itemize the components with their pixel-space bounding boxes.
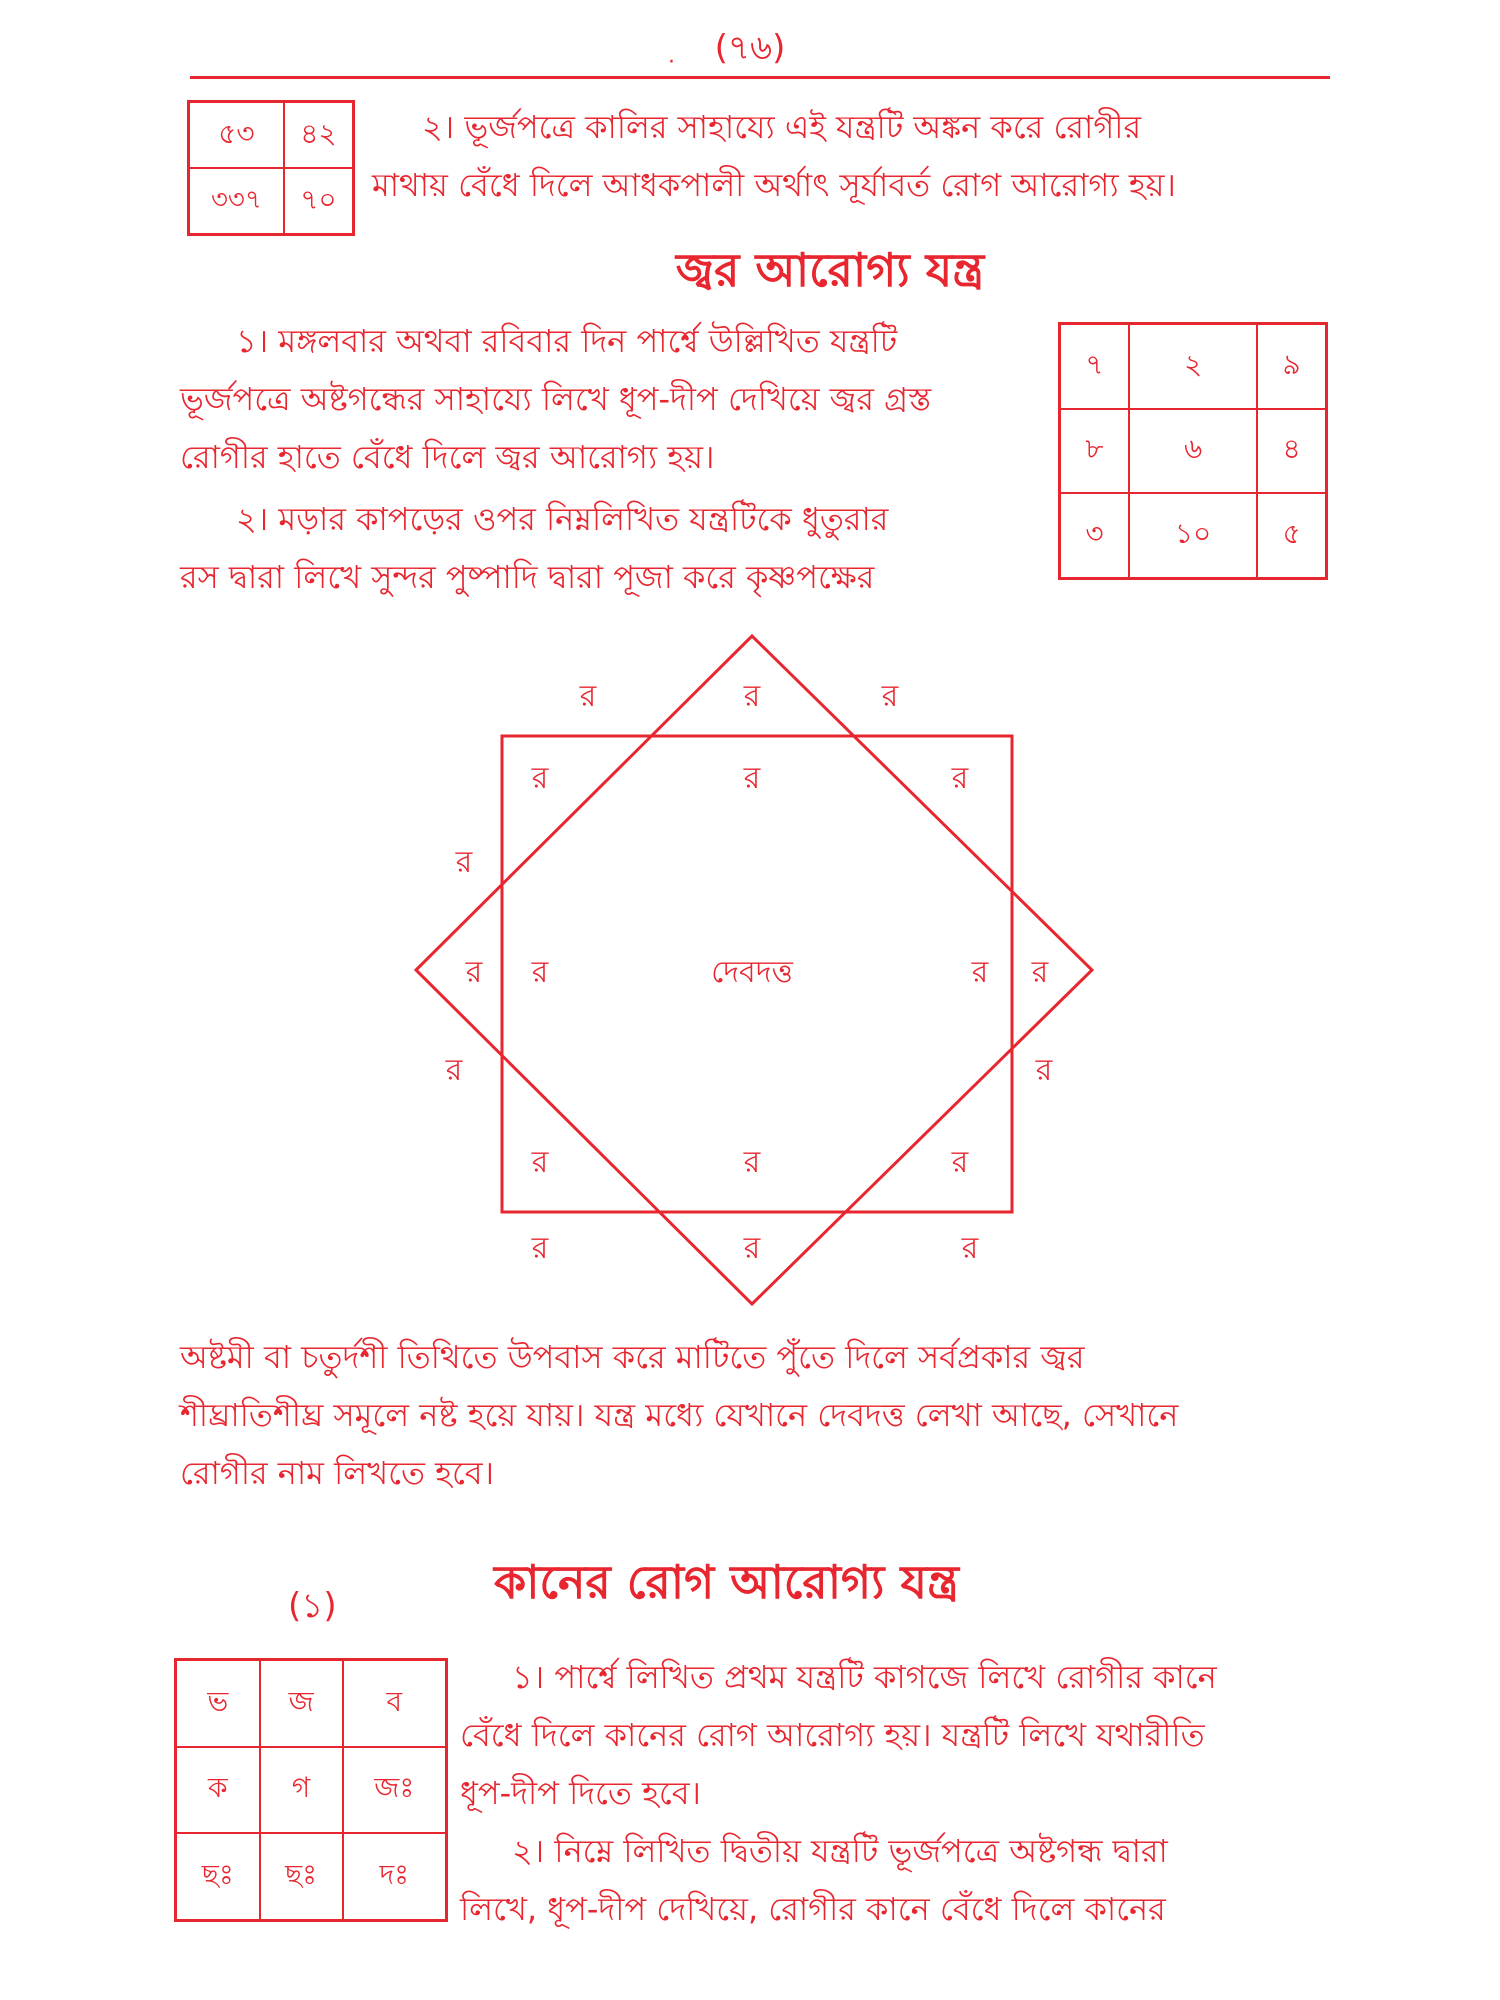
grid-cell: ৪২ (284, 102, 354, 169)
page-number: (৭৬) (714, 28, 786, 68)
paragraph-line: রোগীর নাম লিখতে হবে। (180, 1454, 495, 1492)
grid-3x3-ear (174, 1658, 448, 1922)
paragraph-line: মাথায় বেঁধে দিলে আধকপালী অর্থাৎ সূর্যাবর্ত রোগ আরোগ্য হয়। (372, 166, 1176, 204)
yantra-letter: র (1035, 1053, 1053, 1088)
yantra-letter: র (531, 761, 549, 796)
yantra-letter: র (971, 955, 989, 990)
paragraph-line: লিখে, ধূপ-দীপ দেখিয়ে, রোগীর কানে বেঁধে দিলে কানের (460, 1890, 1166, 1928)
grid-cell: জঃ (343, 1747, 447, 1833)
ear-paragraph-1 (460, 1648, 1330, 1822)
grid-cell: ৯ (1257, 324, 1326, 409)
yantra-letter: র (951, 1145, 969, 1180)
paragraph-line: ধূপ-দীপ দিতে হবে। (460, 1774, 701, 1812)
grid-cell: ৫ (1257, 493, 1326, 578)
grid-cell: ক (176, 1747, 260, 1833)
yantra-letter: র (743, 1231, 761, 1266)
paragraph-line: ভূর্জপত্রে অষ্টগন্ধের সাহায্যে লিখে ধূপ-দীপ দেখিয়ে জ্বর গ্রস্ত (180, 380, 932, 418)
paragraph-line: রোগীর হাতে বেঁধে দিলে জ্বর আরোগ্য হয়। (180, 438, 715, 476)
grid-cell: ভ (176, 1660, 260, 1747)
grid-cell: ৩ (1060, 493, 1129, 578)
ear-label: (১) (288, 1586, 337, 1626)
yantra-letter: র (743, 761, 761, 796)
grid-cell: ছঃ (260, 1833, 343, 1920)
yantra-letter: র (1031, 955, 1049, 990)
grid-cell: ১০ (1129, 493, 1257, 578)
yantra-letter: র (465, 955, 483, 990)
yantra-letter: র (951, 761, 969, 796)
grid-cell: দঃ (343, 1833, 447, 1920)
paragraph-line: ১। পার্শ্বে লিখিত প্রথম যন্ত্রটি কাগজে লিখে রোগীর কানে (512, 1658, 1217, 1696)
fever-paragraph-3 (180, 1328, 1330, 1502)
paragraph-line: অষ্টমী বা চতুর্দশী তিথিতে উপবাস করে মাটিতে পুঁতে দিলে সর্বপ্রকার জ্বর (180, 1338, 1085, 1376)
yantra-letter: র (881, 679, 899, 714)
paragraph-line: রস দ্বারা লিখে সুন্দর পুষ্পাদি দ্বারা পূজা করে কৃষ্ণপক্ষের (180, 558, 875, 596)
dot-mark: · (668, 50, 675, 75)
yantra-letter: র (961, 1231, 979, 1266)
grid-cell: ২ (1129, 324, 1257, 409)
grid-cell: ৮ (1060, 409, 1129, 493)
paragraph-line: ২। মড়ার কাপড়ের ওপর নিম্নলিখিত যন্ত্রটিকে ধুতুরার (236, 500, 889, 538)
paragraph-line: ১। মঙ্গলবার অথবা রবিবার দিন পার্শ্বে উল্লিখিত যন্ত্রটি (236, 322, 898, 360)
yantra-letter: র (531, 1231, 549, 1266)
ear-heading: কানের রোগ আরোগ্য যন্ত্র (494, 1555, 959, 1609)
fever-heading: জ্বর আরোগ্য যন্ত্র (676, 243, 985, 297)
grid-cell: জ (260, 1660, 343, 1747)
grid-cell: ৬ (1129, 409, 1257, 493)
grid-cell: ৫৩ (189, 102, 284, 169)
grid-cell: ৩৩৭ (189, 168, 284, 235)
yantra-center-text: দেবদত্ত (711, 955, 793, 990)
grid-cell: ৭০ (284, 168, 354, 235)
grid-cell: ৪ (1257, 409, 1326, 493)
grid-cell: ব (343, 1660, 447, 1747)
grid-cell: গ (260, 1747, 343, 1833)
yantra-letter: র (455, 845, 473, 880)
paragraph-line: বেঁধে দিলে কানের রোগ আরোগ্য হয়। যন্ত্রটি লিখে যথারীতি (460, 1716, 1205, 1754)
yantra-letter: র (743, 1145, 761, 1180)
ear-paragraph-2 (460, 1822, 1330, 1938)
paragraph-line: ২। ভূর্জপত্রে কালির সাহায্যে এই যন্ত্রটি অঙ্কন করে রোগীর (422, 108, 1142, 146)
paragraph-line: শীঘ্রাতিশীঘ্র সমূলে নষ্ট হয়ে যায়। যন্ত্র মধ্যে যেখানে দেবদত্ত লেখা আছে, সেখানে (180, 1396, 1179, 1434)
yantra-letter: র (445, 1053, 463, 1088)
yantra-letter: র (743, 679, 761, 714)
paragraph-line: ২। নিম্নে লিখিত দ্বিতীয় যন্ত্রটি ভূর্জপত্রে অষ্টগন্ধ দ্বারা (512, 1832, 1168, 1870)
grid-cell: ৭ (1060, 324, 1129, 409)
yantra-letter: র (531, 955, 549, 990)
grid-cell: ছঃ (176, 1833, 260, 1920)
yantra-letter: র (531, 1145, 549, 1180)
yantra-letter: র (579, 679, 597, 714)
